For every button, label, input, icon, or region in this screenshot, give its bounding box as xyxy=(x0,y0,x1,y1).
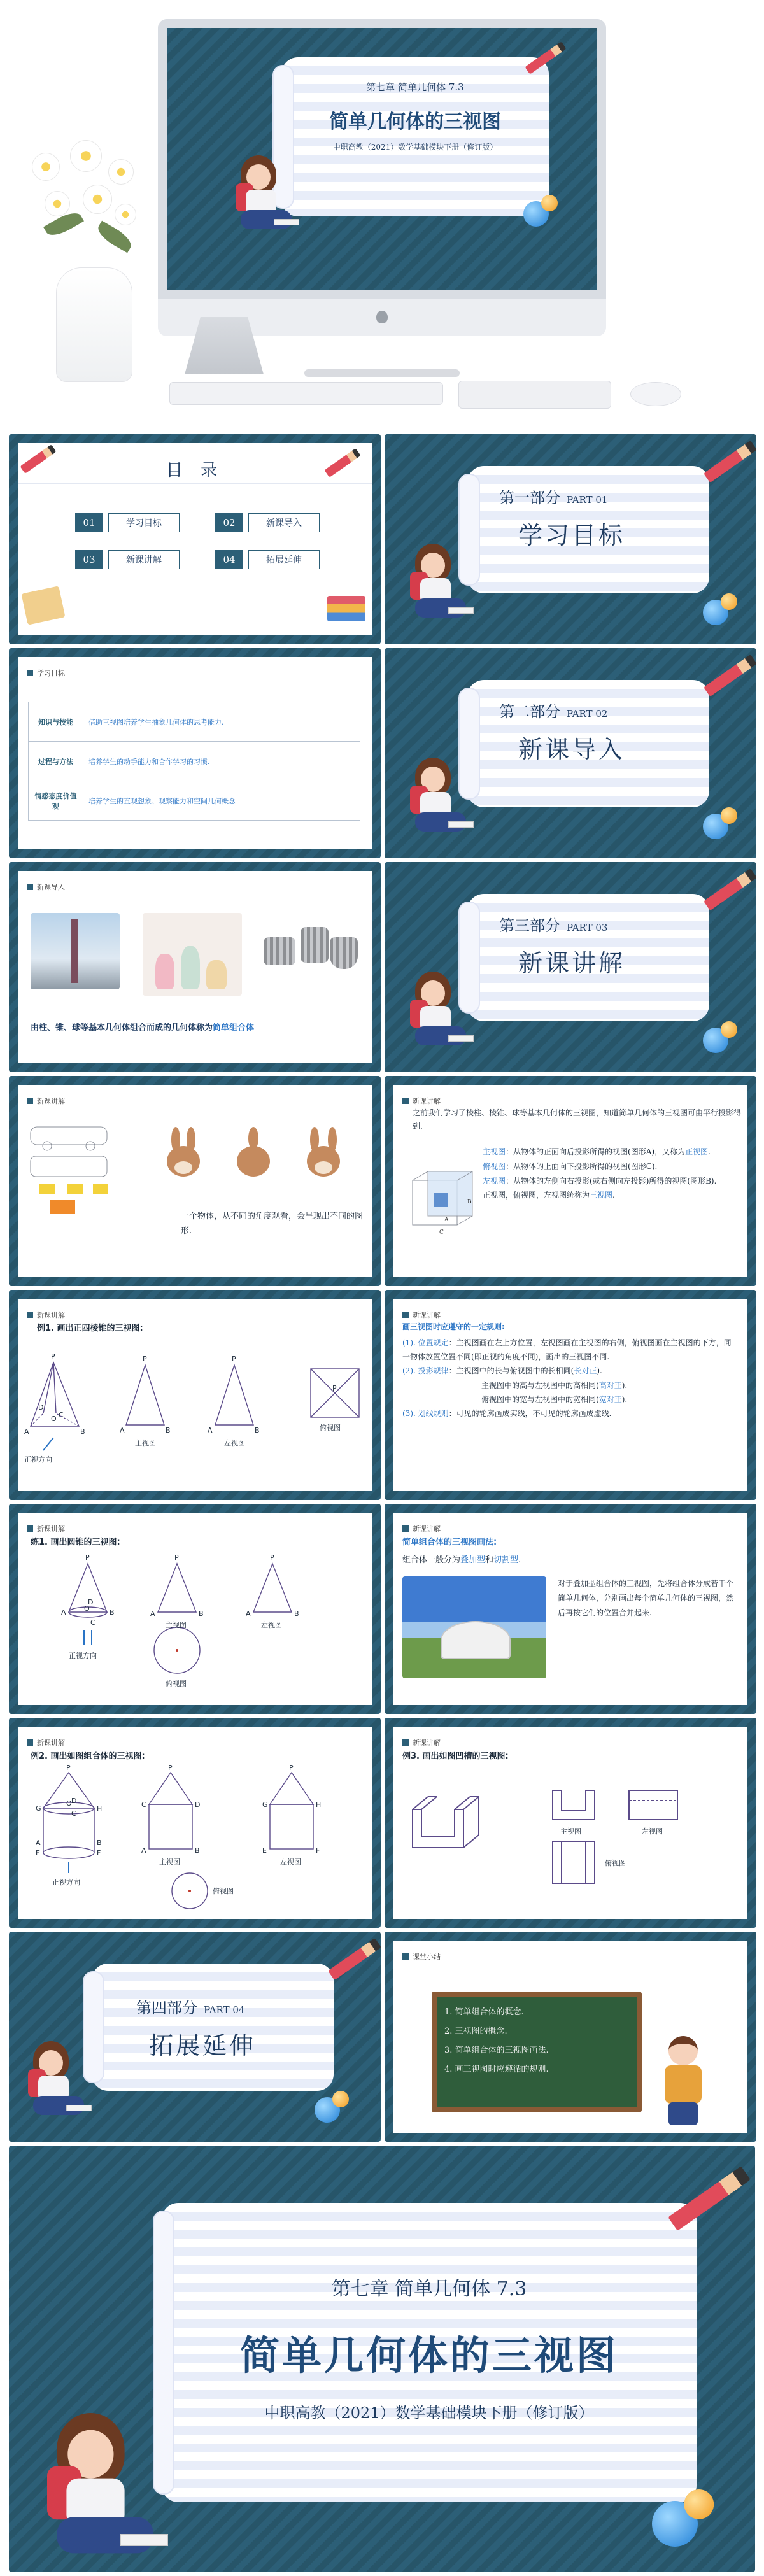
keyboard xyxy=(169,382,443,405)
girl-illustration xyxy=(28,2041,98,2118)
trackpad xyxy=(458,381,611,409)
tower-icon xyxy=(71,919,78,983)
svg-text:左视图: 左视图 xyxy=(280,1858,301,1866)
slide-intro xyxy=(9,862,381,1072)
svg-text:A: A xyxy=(141,1846,146,1855)
objectives-table xyxy=(28,702,360,821)
slide-header: 新课讲解 xyxy=(413,1097,441,1105)
svg-text:C: C xyxy=(141,1801,146,1809)
svg-text:B: B xyxy=(97,1839,102,1847)
lecture2-intro: 之前我们学习了棱柱、棱锥、球等基本几何体的三视图，知道简单几何体的三视图可由平行投影得到. xyxy=(413,1108,742,1131)
girl-illustration xyxy=(47,2413,313,2572)
slide-lecture-1 xyxy=(9,1076,381,1286)
hero-title: 简单几何体的三视图 xyxy=(329,111,501,133)
cover-chapter: 第七章 简单几何体 7.3 xyxy=(331,2278,527,2300)
svg-text:P: P xyxy=(168,1764,173,1772)
slide-header: 新课讲解 xyxy=(413,1739,441,1747)
svg-text:B: B xyxy=(467,1199,472,1205)
svg-text:B: B xyxy=(166,1426,171,1434)
hero-subtitle: 中职高教（2021）数学基础模块下册（修订版） xyxy=(332,143,498,152)
svg-text:C: C xyxy=(71,1809,76,1818)
svg-text:D: D xyxy=(88,1598,94,1606)
intro-text: 由柱、锥、球等基本几何体组合而成的几何体称为简单组合体 xyxy=(31,1023,255,1033)
example1-title: 例1. 画出正四棱锥的三视图: xyxy=(37,1324,143,1333)
girl-illustration xyxy=(410,758,480,834)
hero-scene xyxy=(0,0,764,427)
svg-text:A: A xyxy=(36,1839,41,1847)
slide-header: 学习目标 xyxy=(37,669,65,677)
svg-text:G: G xyxy=(36,1804,41,1813)
svg-text:主视图: 主视图 xyxy=(166,1621,187,1629)
svg-text:A: A xyxy=(61,1608,66,1617)
catalog-title: 目 录 xyxy=(166,461,224,480)
list-item: 3. 简单组合体的三视图画法. xyxy=(444,2045,549,2055)
svg-text:E: E xyxy=(262,1846,267,1855)
svg-text:主视图: 主视图 xyxy=(560,1827,581,1836)
section-2-title: 新课导入 xyxy=(518,735,626,763)
svg-text:B: B xyxy=(195,1846,200,1855)
slide-header: 新课讲解 xyxy=(413,1311,441,1319)
svg-text:俯视图: 俯视图 xyxy=(213,1887,234,1895)
slide-example-1 xyxy=(9,1290,381,1500)
svg-text:A: A xyxy=(24,1427,29,1436)
svg-text:P: P xyxy=(270,1553,274,1562)
svg-text:P: P xyxy=(143,1355,147,1363)
svg-text:O: O xyxy=(84,1604,90,1613)
svg-text:B: B xyxy=(80,1427,85,1436)
svg-text:俯视图: 俯视图 xyxy=(605,1859,626,1867)
section-4-title: 拓展延伸 xyxy=(149,2032,257,2060)
slide-header: 新课讲解 xyxy=(37,1525,65,1533)
slide-header: 新课讲解 xyxy=(37,1739,65,1747)
slide-section-4 xyxy=(9,1932,381,2142)
monitor xyxy=(158,19,606,318)
catalog-item-1[interactable]: 01 学习目标 xyxy=(75,513,180,532)
slide-header: 新课讲解 xyxy=(37,1311,65,1319)
combo-solid-figure xyxy=(18,1764,372,1916)
svg-text:B: B xyxy=(255,1426,260,1434)
flower-vase-decoration xyxy=(19,140,146,280)
projection-figure xyxy=(406,1168,483,1244)
svg-text:正视方向: 正视方向 xyxy=(52,1878,80,1886)
slide-header: 新课讲解 xyxy=(413,1525,441,1533)
girl-illustration xyxy=(410,972,480,1048)
car-views-figure xyxy=(27,1121,122,1216)
section-1-title: 学习目标 xyxy=(518,521,626,549)
rules-title: 画三视图时应遵守的一定规则: xyxy=(402,1322,505,1331)
cover-subtitle: 中职高教（2021）数学基础模块下册（修订版） xyxy=(264,2404,594,2422)
svg-text:左视图: 左视图 xyxy=(261,1621,282,1629)
slide-example-2 xyxy=(9,1718,381,1928)
apple-logo-icon xyxy=(376,311,388,323)
bunny-figures xyxy=(158,1123,362,1193)
catalog-item-4[interactable]: 04 拓展延伸 xyxy=(215,550,320,569)
svg-text:P: P xyxy=(174,1553,179,1562)
slide-header: 课堂小结 xyxy=(413,1953,441,1961)
cone-figure xyxy=(18,1551,372,1697)
svg-text:C: C xyxy=(59,1411,64,1419)
svg-text:P: P xyxy=(332,1384,337,1392)
svg-text:A: A xyxy=(208,1426,213,1434)
section-2-part: 第二部分 PART 02 xyxy=(499,703,608,721)
hero-slide xyxy=(167,28,597,290)
slide-cover-large xyxy=(9,2146,755,2572)
groove-figure xyxy=(393,1765,747,1918)
cover-title: 简单几何体的三视图 xyxy=(239,2332,618,2379)
svg-text:C: C xyxy=(90,1618,96,1627)
svg-text:B: B xyxy=(199,1610,204,1618)
combo-line1: 组合体一般分为叠加型和切割型. xyxy=(402,1555,521,1565)
table-row: 知识与技能 借助三视图培养学生抽象几何体的思考能力. xyxy=(29,702,360,742)
svg-text:正视方向: 正视方向 xyxy=(69,1652,97,1660)
svg-text:主视图: 主视图 xyxy=(159,1858,180,1866)
books-icon xyxy=(327,596,365,621)
section-4-part: 第四部分 PART 04 xyxy=(136,1999,245,2017)
svg-text:H: H xyxy=(97,1804,103,1813)
slide-combo xyxy=(385,1504,756,1714)
svg-text:P: P xyxy=(289,1764,294,1772)
svg-text:A: A xyxy=(120,1426,125,1434)
slide-rules xyxy=(385,1290,756,1500)
svg-text:左视图: 左视图 xyxy=(642,1827,663,1836)
svg-text:C: C xyxy=(439,1229,444,1236)
list-item: 1. 简单组合体的概念. xyxy=(444,2007,524,2017)
svg-text:B: B xyxy=(294,1610,299,1618)
slide-section-3 xyxy=(385,862,756,1072)
svg-text:俯视图: 俯视图 xyxy=(166,1680,187,1688)
svg-text:F: F xyxy=(316,1846,320,1855)
svg-text:A: A xyxy=(150,1610,155,1618)
example2-title: 例2. 画出如图组合体的三视图: xyxy=(31,1752,145,1761)
svg-text:G: G xyxy=(262,1801,268,1809)
svg-text:俯视图: 俯视图 xyxy=(320,1424,341,1432)
slide-section-1 xyxy=(385,434,756,644)
svg-text:H: H xyxy=(316,1801,322,1809)
lecture2-views: 主视图：从物体的正面向后投影所得的视图(图形A)，又称为正视图. 俯视图：从物体的上面向下投影所得的视图(图形C). 左视图：从物体的左侧向右投影(或右侧向左投影)所得的视图(图形B). 正视图，俯视图，左视图统称为三视图. xyxy=(483,1147,717,1200)
svg-text:正视方向: 正视方向 xyxy=(24,1455,52,1464)
slide-section-2 xyxy=(385,648,756,858)
lecture1-text: 一个物体，从不同的角度观看，会呈现出不同的图形. xyxy=(181,1212,364,1236)
svg-text:P: P xyxy=(85,1553,90,1562)
slide-catalog xyxy=(9,434,381,644)
svg-text:D: D xyxy=(195,1801,201,1809)
list-item: 2. 三视图的概念. xyxy=(444,2026,507,2036)
mouse xyxy=(630,382,681,406)
svg-text:F: F xyxy=(97,1849,101,1857)
section-1-part: 第一部分 PART 01 xyxy=(499,489,608,507)
svg-text:B: B xyxy=(110,1608,115,1617)
vase xyxy=(56,267,132,382)
girl-illustration xyxy=(236,155,306,232)
combo-paragraph: 对于叠加型组合体的三视图，先将组合体分成若干个简单几何体，分别画出每个简单几何体的三视图，然后再按它们的位置合并起来. xyxy=(558,1579,734,1617)
teacher-illustration xyxy=(654,2036,712,2125)
catalog-item-2[interactable]: 02 新课导入 xyxy=(215,513,320,532)
section-3-title: 新课讲解 xyxy=(518,949,626,977)
slide-objectives xyxy=(9,648,381,858)
svg-text:P: P xyxy=(232,1355,236,1363)
svg-text:A: A xyxy=(444,1217,449,1223)
pyramid-figure xyxy=(18,1343,372,1483)
svg-text:D: D xyxy=(71,1797,77,1805)
list-item: 4. 画三视图时应遵循的规则. xyxy=(444,2064,549,2074)
slide-practice-1 xyxy=(9,1504,381,1714)
svg-text:O: O xyxy=(66,1799,72,1808)
svg-text:主视图: 主视图 xyxy=(135,1439,156,1447)
table-row: 情感态度价值观 培养学生的直观想象、观察能力和空间几何概念 xyxy=(29,781,360,821)
practice1-title: 练1. 画出圆锥的三视图: xyxy=(31,1538,120,1547)
rules-body: (1). 位置规定：主视图画在左上方位置，左视图画在主视图的右侧，俯视图画在主视图的下方，同一物体放置位置不同(即正视的角度不同)，画出的三视图不同. (2). 投影规律：主视图中的长与俯视图中的长相同(长对正). 主视图中的高与左视图中的高相同(高对正). 俯视图中的宽与左视图中的宽相同(宽对正). (3). 划线规则：可见的轮廓画成实线，不可见的轮廓画成虚线. xyxy=(402,1338,732,1418)
girl-illustration xyxy=(410,544,480,620)
slide-lecture-2 xyxy=(385,1076,756,1286)
table-row: 过程与方法 培养学生的动手能力和合作学习的习惯. xyxy=(29,742,360,781)
svg-text:左视图: 左视图 xyxy=(224,1439,245,1447)
combo-title: 简单组合体的三视图画法: xyxy=(402,1538,497,1547)
slide-summary xyxy=(385,1932,756,2142)
svg-text:P: P xyxy=(51,1352,55,1361)
svg-text:O: O xyxy=(51,1415,57,1423)
svg-text:A: A xyxy=(246,1610,251,1618)
section-3-part: 第三部分 PART 03 xyxy=(499,917,608,935)
slide-header: 新课讲解 xyxy=(37,1097,65,1105)
notebook-icon xyxy=(21,586,65,625)
svg-text:E: E xyxy=(36,1849,40,1857)
svg-text:D: D xyxy=(38,1403,44,1412)
hero-chapter: 第七章 简单几何体 7.3 xyxy=(366,81,464,93)
example3-title: 例3. 画出如图凹槽的三视图: xyxy=(402,1752,509,1761)
chalkboard xyxy=(432,1992,642,2112)
svg-text:P: P xyxy=(66,1764,71,1772)
slide-example-3 xyxy=(385,1718,756,1928)
catalog-item-3[interactable]: 03 新课讲解 xyxy=(75,550,180,569)
slide-header: 新课导入 xyxy=(37,883,65,891)
